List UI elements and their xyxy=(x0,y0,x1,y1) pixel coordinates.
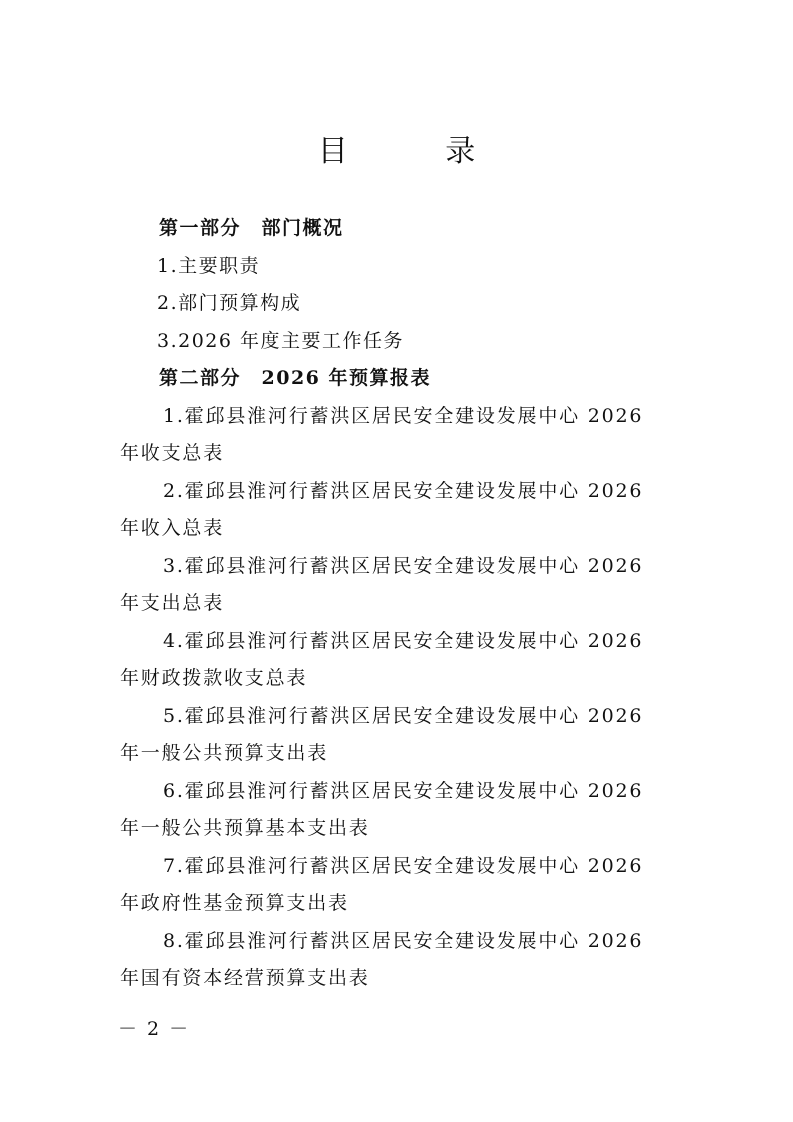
toc-item: 4.霍邱县淮河行蓄洪区居民安全建设发展中心 2026 年财政拨款收支总表 xyxy=(120,629,644,689)
toc-item: 2.部门预算构成 xyxy=(157,292,302,314)
page-title: 目 录 xyxy=(317,134,520,169)
toc-item: 1.主要职责 xyxy=(157,254,261,277)
table-of-contents xyxy=(120,210,665,998)
toc-item: 3.霍邱县淮河行蓄洪区居民安全建设发展中心 2026 年支出总表 xyxy=(120,554,644,614)
toc-item: 8.霍邱县淮河行蓄洪区居民安全建设发展中心 2026 年国有资本经营预算支出表 xyxy=(120,929,644,989)
toc-item: 6.霍邱县淮河行蓄洪区居民安全建设发展中心 2026 年一般公共预算基本支出表 xyxy=(120,779,644,839)
toc-item: 3.2026 年度主要工作任务 xyxy=(157,329,405,352)
toc-item: 1.霍邱县淮河行蓄洪区居民安全建设发展中心 2026 年收支总表 xyxy=(120,404,644,464)
toc-item: 5.霍邱县淮河行蓄洪区居民安全建设发展中心 2026 年一般公共预算支出表 xyxy=(120,704,644,764)
part-two-heading: 第二部分 2026 年预算报表 xyxy=(159,367,431,389)
toc-item: 7.霍邱县淮河行蓄洪区居民安全建设发展中心 2026 年政府性基金预算支出表 xyxy=(120,854,644,914)
part-one-heading: 第一部分 部门概况 xyxy=(159,217,344,239)
toc-item: 2.霍邱县淮河行蓄洪区居民安全建设发展中心 2026 年收入总表 xyxy=(120,479,644,539)
page-number: － 2 － xyxy=(118,1018,191,1040)
